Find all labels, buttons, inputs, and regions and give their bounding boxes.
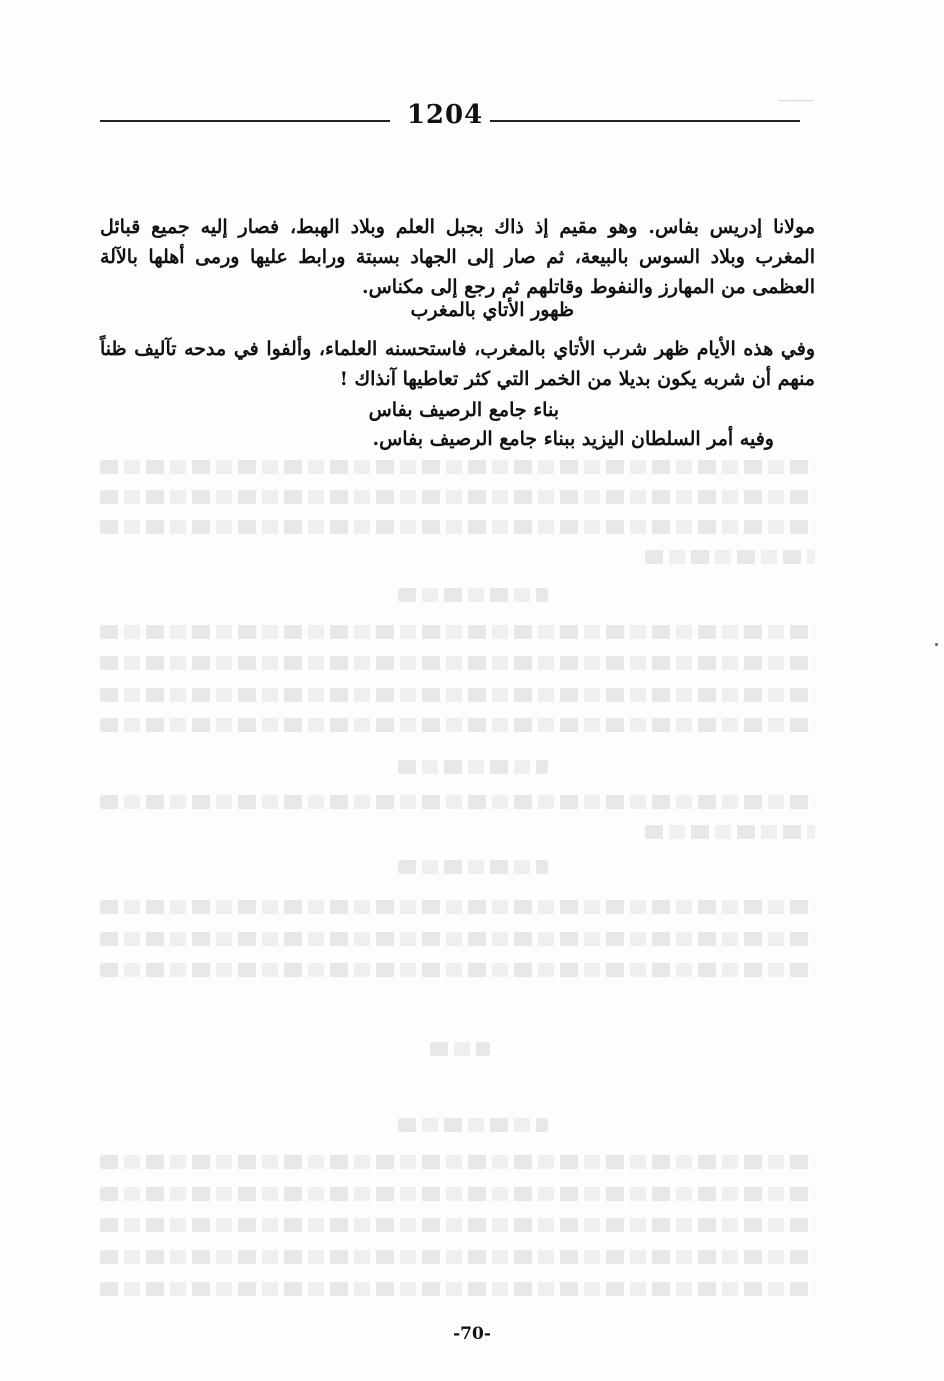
bleed-through-line	[100, 490, 815, 504]
year-heading: 1204	[406, 100, 484, 130]
header-rule-right	[490, 120, 800, 122]
bleed-through-line	[398, 860, 548, 874]
bleed-through-line	[100, 718, 815, 732]
bleed-through-line	[100, 1155, 815, 1169]
scan-speck	[935, 643, 938, 646]
bleed-through-line	[398, 588, 548, 602]
bleed-through-line	[100, 460, 815, 474]
section-heading-atay: ظهور الأتاي بالمغرب	[410, 299, 574, 321]
bleed-through-line	[100, 688, 815, 702]
page-number: -70-	[453, 1324, 491, 1344]
bleed-through-line	[100, 625, 815, 639]
bleed-through-line	[100, 900, 815, 914]
paragraph-3: وفيه أمر السلطان اليزيد ببناء جامع الرصيف بفاس.	[372, 428, 774, 450]
bleed-through-line	[100, 1282, 815, 1296]
bleed-through-line	[100, 1250, 815, 1264]
bleed-through-line	[100, 932, 815, 946]
paragraph-2: وفي هذه الأيام ظهر شرب الأتاي بالمغرب، فاستحسنه العلماء، وألفوا في مدحه تآليف ظناً منهم أن شربه يكون بديلا من الخمر التي كثر تعاطيها آنذاك !	[100, 338, 815, 390]
bleed-through-line	[645, 825, 815, 839]
faint-corner-mark: ﹏﹏	[778, 84, 814, 105]
paragraph-1: مولانا إدريس بفاس. وهو مقيم إذ ذاك بجبل العلم وبلاد الهبط، فصار إليه جميع قبائل المغرب وبلاد السوس بالبيعة، ثم صار إلى الجهاد بسبتة ورابط عليها ورمى أهلها بالآلة العظمى من المهارز والنفوط وقاتلهم ثم رجع إلى مكناس.	[100, 216, 815, 298]
section-heading-mosque: بناء جامع الرصيف بفاس	[368, 399, 559, 421]
bleed-through-line	[100, 963, 815, 977]
bleed-through-line	[398, 1118, 548, 1132]
bleed-through-line	[100, 795, 815, 809]
bleed-through-line	[100, 1187, 815, 1201]
bleed-through-line	[430, 1042, 490, 1056]
bleed-through-line	[645, 550, 815, 564]
bleed-through-line	[100, 1218, 815, 1232]
bleed-through-line	[100, 520, 815, 534]
header-rule-left	[100, 120, 390, 122]
bleed-through-line	[398, 760, 548, 774]
bleed-through-line	[100, 656, 815, 670]
